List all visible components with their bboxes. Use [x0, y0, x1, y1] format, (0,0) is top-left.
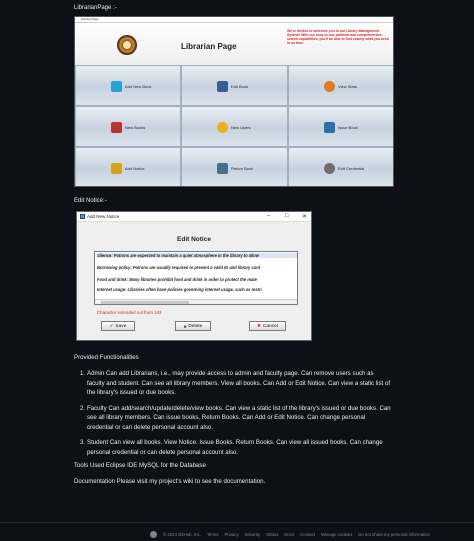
list-item: 2. Faculty Can add/search/update/delete/view books. Can view a static list of the library's issued or due books. Can see all library members. Can issue books. Return Books. Can Add or Edit Notice. Can change personal credential or can delete personal account also. — [80, 404, 391, 431]
character-status: Character extended out from 143 — [97, 310, 162, 315]
librarian-section-heading: LibrarianPage :- — [74, 5, 117, 11]
new-books-icon — [111, 122, 122, 133]
footer-link-terms[interactable]: Terms — [206, 532, 219, 537]
check-icon: ✔ — [109, 323, 114, 328]
notice-window-title: Add New Notice — [87, 214, 120, 219]
return-book-icon — [217, 163, 228, 174]
close-icon[interactable]: ✕ — [302, 214, 308, 220]
documentation-text: Documentation Please visit my project's wiki to see the documentation. — [74, 478, 266, 485]
tile-label: View Stats — [338, 84, 357, 89]
save-button[interactable] — [101, 321, 135, 331]
cancel-button[interactable] — [249, 321, 286, 331]
tile-return-book[interactable] — [181, 147, 288, 187]
notice-text-area[interactable] — [94, 251, 298, 305]
librarian-page-title: Librarian Page — [181, 42, 237, 51]
list-item: 3. Student Can view all books. View Notice. Issue Books. Return Books. Can view all issued books. Can change personal credential or can delete personal account also. — [80, 439, 383, 456]
footer-link-status[interactable]: Status — [266, 532, 279, 537]
github-logo-icon[interactable] — [150, 531, 157, 538]
library-logo — [117, 35, 137, 55]
issue-book-icon — [324, 122, 335, 133]
footer-link-do-not-share[interactable]: Do not share my personal information — [358, 532, 430, 537]
footer-link-cookies[interactable]: Manage cookies — [320, 532, 353, 537]
notice-icon — [111, 163, 122, 174]
notice-line: Silence: Patrons are expected to maintain a quiet atmosphere in the library to allow — [97, 253, 297, 258]
footer-link-contact[interactable]: Contact — [300, 532, 315, 537]
tile-label: Add Notice — [125, 166, 145, 171]
users-icon — [217, 122, 228, 133]
notice-line: Food and drink: Many libraries prohibit food and drink in order to protect the mate — [97, 277, 257, 282]
add-book-icon — [111, 81, 122, 92]
tile-edit-credential[interactable] — [288, 147, 394, 187]
tile-label: New Books — [125, 125, 146, 130]
delete-button[interactable] — [175, 321, 211, 331]
librarian-page-screenshot — [74, 16, 394, 187]
delete-icon: ■ — [183, 323, 187, 329]
footer-link-privacy[interactable]: Privacy — [224, 532, 239, 537]
notice-window-titlebar — [77, 212, 311, 222]
tile-add-notice[interactable] — [75, 147, 181, 187]
cancel-label: Cancel — [262, 323, 278, 329]
tile-add-new-book[interactable] — [75, 65, 181, 106]
footer-link-security[interactable]: Security — [244, 532, 261, 537]
window-title: Faculty Page — [81, 17, 99, 21]
tools-text: Tools Used Eclipse IDE MySQL for the Database — [74, 462, 206, 469]
notice-line: Internet usage: Libraries often have policies governing internet usage, such as restri — [97, 287, 262, 292]
tile-edit-book[interactable] — [181, 65, 288, 106]
functionalities-list — [80, 369, 392, 463]
list-item-text: Student Can view all books. View Notice. Issue Books. Return Books. Can view all issued books. Can change personal credential or can delete personal account also. — [87, 439, 383, 456]
edit-book-icon — [217, 81, 228, 92]
tile-label: Add New Book — [125, 84, 152, 89]
page-footer — [0, 522, 474, 541]
edit-notice-section-heading: Edit Notice:- — [74, 198, 107, 204]
welcome-note: We're thrilled to welcome you to our Library Management System! With our easy-to-use platform and comprehensive search capabilities, you'll be able to find exactly what you need in no time. — [287, 29, 389, 45]
edit-notice-screenshot — [76, 211, 312, 341]
tile-issue-book[interactable] — [288, 106, 394, 147]
app-icon — [80, 214, 85, 219]
maximize-icon[interactable]: □ — [285, 213, 289, 219]
tile-view-stats[interactable] — [288, 65, 394, 106]
cross-icon: ✖ — [257, 323, 261, 328]
tile-new-books[interactable] — [75, 106, 181, 147]
minimize-icon[interactable]: – — [267, 213, 271, 219]
footer-link-docs[interactable]: Docs — [284, 532, 295, 537]
list-item-text: Admin Can add Librarians, i.e., may provide access to admin and faculty page. Can remove users such as faculty and student. Can see all library members. View all books. Can Add or Edit Notice. Can view a static list of the library's issued or due books. — [87, 370, 391, 396]
gear-icon — [324, 163, 335, 174]
stats-icon — [324, 81, 335, 92]
delete-label: Delete — [188, 323, 203, 329]
list-item-text: Faculty Can add/search/update/delete/view books. Can view a static list of the library's issued or due books. Can see all library members. Can issue books. Return Books. Can Add or Edit Notice. Can change personal credential or can delete personal account also. — [87, 404, 391, 431]
notice-line: Borrowing policy: Patrons are usually required to present a valid ID and library card — [97, 265, 261, 270]
scrollbar-thumb[interactable] — [101, 301, 189, 304]
list-item: 1. Admin Can add Librarians, i.e., may provide access to admin and faculty page. Can remove users such as faculty and student. Can see all library members. View all books. Can Add or Edit Notice. Can view a static list of the library's issued or due books. — [80, 370, 391, 396]
tile-label: Edit Credential — [338, 166, 365, 171]
tile-new-users[interactable] — [181, 106, 288, 147]
edit-notice-title: Edit Notice — [177, 236, 211, 243]
tile-label: New Users — [231, 125, 251, 130]
functionalities-heading: Provided Functionalities — [74, 354, 139, 361]
horizontal-scrollbar[interactable] — [95, 299, 297, 304]
tile-label: Edit Book — [231, 84, 249, 89]
tile-label: Return Book — [231, 166, 254, 171]
librarian-tile-grid — [75, 65, 394, 187]
save-label: Save — [115, 323, 127, 329]
tile-label: Issue Book — [338, 125, 358, 130]
footer-copyright: © 2024 GitHub, Inc. — [163, 532, 201, 537]
